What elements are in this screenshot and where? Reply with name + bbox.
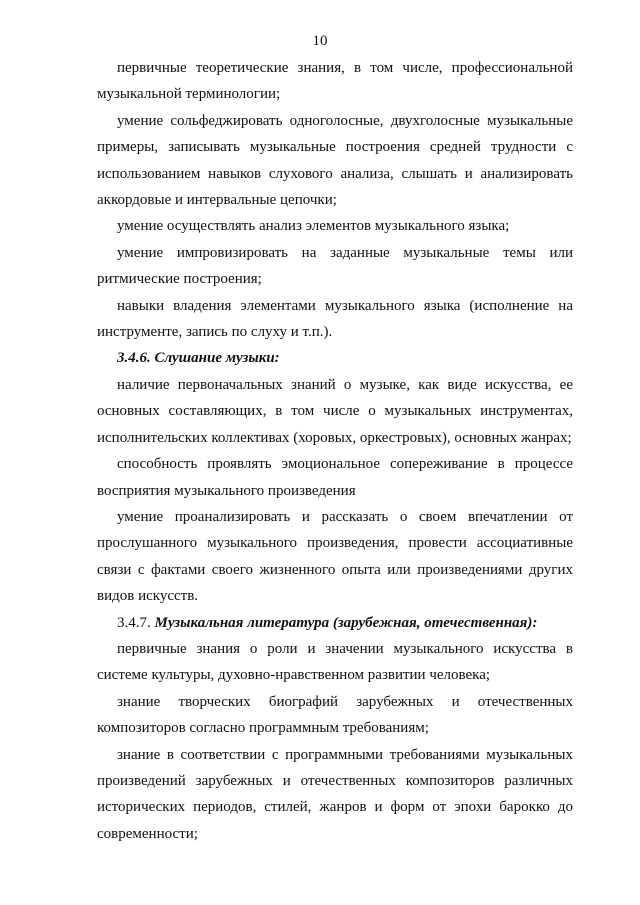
paragraph: навыки владения элементами музыкального языка (исполнение на инструменте, запись по слуху и т.п.).: [97, 297, 573, 341]
section-heading-3-4-7: [97, 610, 573, 636]
paragraph: первичные теоретические знания, в том числе, профессиональной музыкальной терминологии;: [97, 60, 573, 103]
paragraph: умение сольфеджировать одноголосные, двухголосные музыкальные примеры, записывать музыкальные построения средней трудности с использованием навыков слухового анализа, слышать и анализировать аккордовые и интервальные цепочки;: [97, 112, 573, 209]
paragraph: наличие первоначальных знаний о музыке, как виде искусства, ее основных составляющих, в том числе о музыкальных инструментах, исполнительских коллективах (хоровых, оркестровых), основных жанрах;: [97, 376, 573, 446]
page-number: 10: [312, 33, 328, 49]
section-number: 3.4.7.: [117, 614, 151, 631]
document-body: [97, 55, 573, 847]
section-heading-text: 3.4.6. Слушание музыки:: [117, 350, 280, 367]
paragraph: знание творческих биографий зарубежных и отечественных композиторов согласно программным требованиям;: [97, 693, 573, 737]
paragraph: умение проанализировать и рассказать о своем впечатлении от прослушанного музыкального произведения, провести ассоциативные связи с фактами своего жизненного опыта или произведениями других видов искусств.: [97, 508, 573, 605]
paragraph: способность проявлять эмоциональное сопереживание в процессе восприятия музыкального произведения: [97, 456, 573, 499]
paragraph: умение осуществлять анализ элементов музыкального языка;: [117, 218, 510, 235]
section-heading-3-4-6: [97, 345, 573, 371]
paragraph: знание в соответствии с программными требованиями музыкальных произведений зарубежных и отечественных композиторов различных исторических периодов, стилей, жанров и форм от эпохи барокко до современности;: [97, 746, 573, 842]
paragraph: умение импровизировать на заданные музыкальные темы или ритмические построения;: [97, 244, 573, 288]
section-heading-text: Музыкальная литература (зарубежная, отечественная):: [154, 614, 538, 631]
paragraph: первичные знания о роли и значении музыкального искусства в системе культуры, духовно-нравственном развитии человека;: [97, 640, 573, 684]
